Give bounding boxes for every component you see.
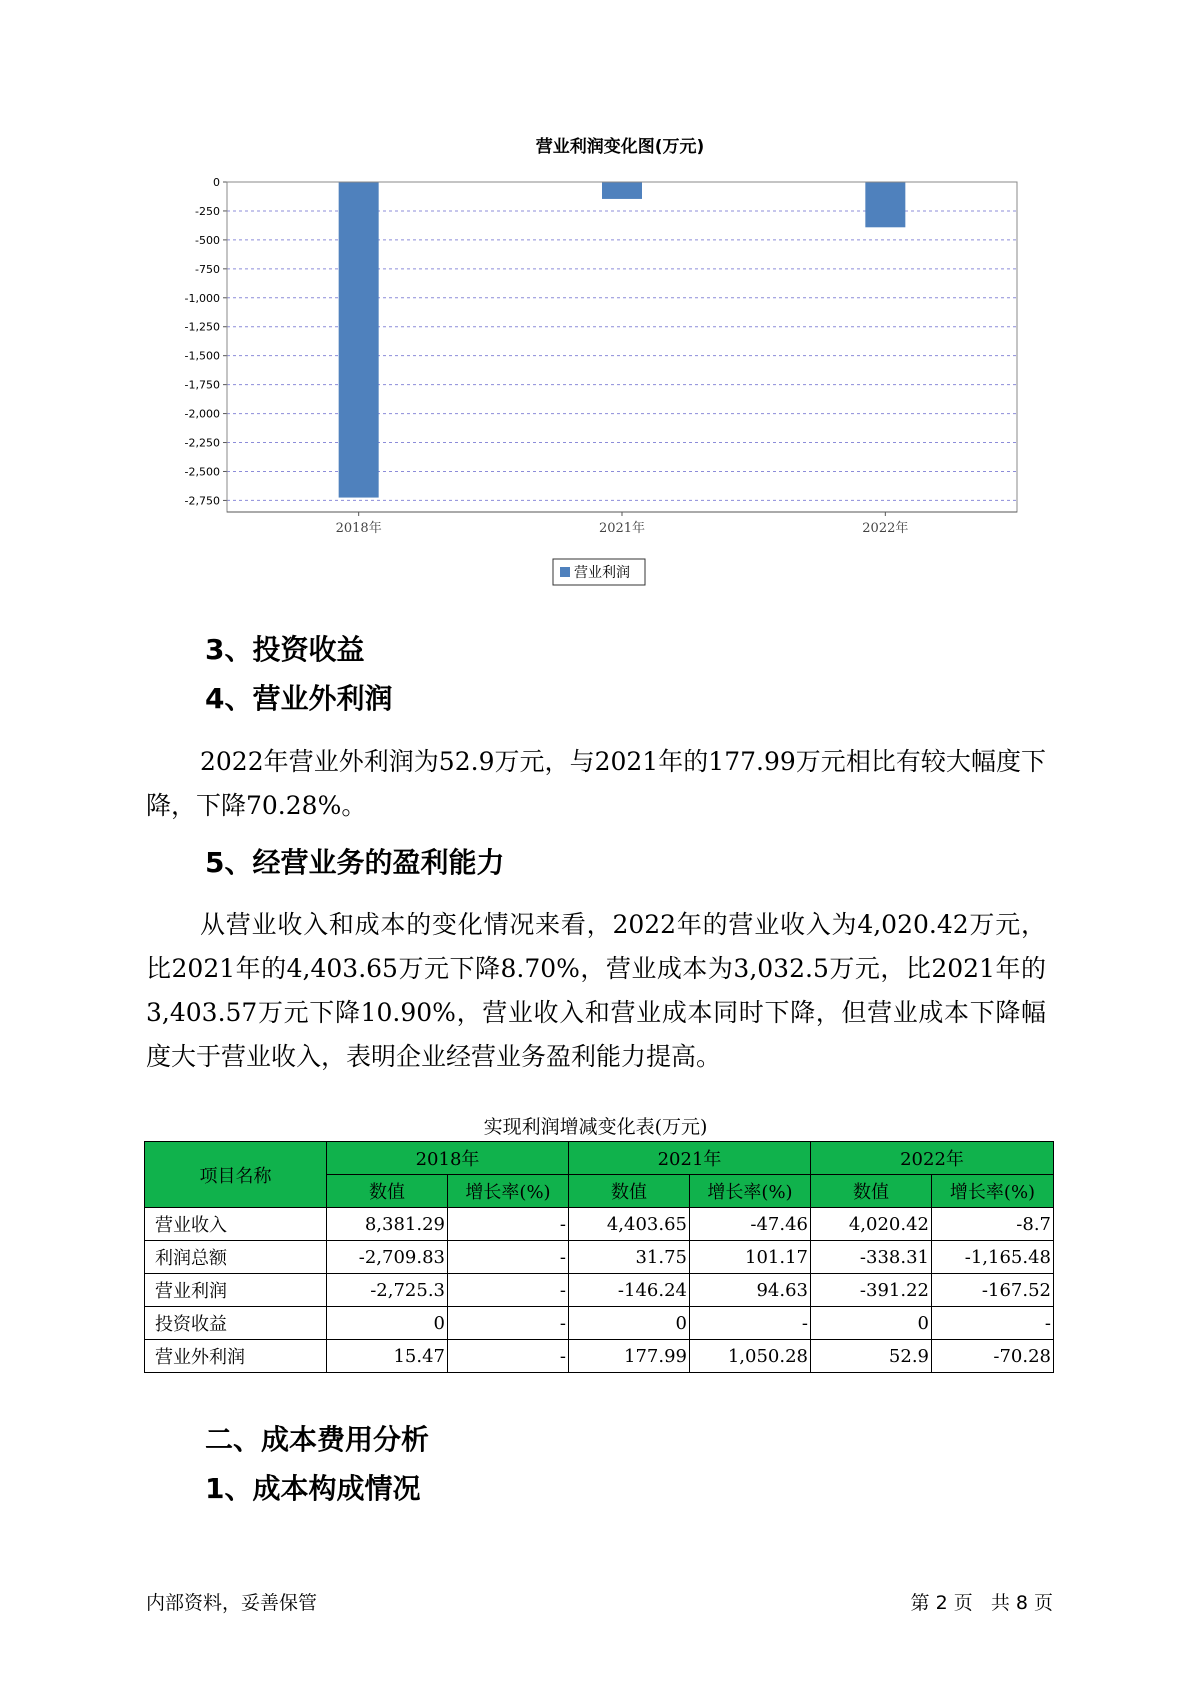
subheader-growth: 增长率(%)	[448, 1175, 569, 1208]
subheader-growth: 增长率(%)	[932, 1175, 1054, 1208]
y-tick-label: 0	[213, 176, 220, 189]
table-cell: -	[448, 1208, 569, 1241]
table-cell: -70.28	[932, 1340, 1054, 1373]
table-cell: -2,725.3	[327, 1274, 448, 1307]
x-tick-label: 2021年	[598, 521, 646, 536]
table-cell: 0	[327, 1307, 448, 1340]
row-label: 利润总额	[145, 1241, 327, 1274]
table-cell: -167.52	[932, 1274, 1054, 1307]
y-tick-label: -1,250	[184, 320, 220, 334]
row-label: 营业收入	[145, 1208, 327, 1241]
table-cell: 4,020.42	[811, 1208, 932, 1241]
row-label: 营业利润	[145, 1274, 327, 1307]
x-tick-label: 2018年	[335, 521, 382, 536]
y-tick-label: -2,500	[184, 465, 220, 479]
chart-title: 营业利润变化图(万元)	[535, 137, 705, 157]
subheader-value: 数值	[811, 1175, 932, 1208]
section-cost-analysis: 二、成本费用分析	[205, 1423, 430, 1456]
section-non-operating-profit: 4、营业外利润	[205, 682, 393, 715]
table-cell: -	[448, 1241, 569, 1274]
table-cell: 0	[569, 1307, 690, 1340]
paragraph-non-operating-profit: 2022年营业外利润为52.9万元，与2021年的177.99万元相比有较大幅度下降，下降70.28%。	[146, 747, 1046, 820]
chart-bars	[339, 182, 906, 498]
y-tick-label: -1,000	[184, 291, 220, 305]
chart-y-axis	[185, 176, 227, 507]
row-label: 营业外利润	[145, 1340, 327, 1373]
x-tick-label: 2022年	[862, 521, 909, 536]
y-tick-label: -2,750	[184, 494, 220, 508]
y-tick-label: -750	[195, 262, 220, 276]
header-item-name: 项目名称	[145, 1142, 327, 1208]
table-cell: 1,050.28	[690, 1340, 811, 1373]
y-tick-label: -2,000	[184, 407, 220, 421]
bar	[339, 182, 379, 498]
table-row	[145, 1274, 1054, 1307]
table-cell: 8,381.29	[327, 1208, 448, 1241]
subheader-growth: 增长率(%)	[690, 1175, 811, 1208]
table-cell: 101.17	[690, 1241, 811, 1274]
table-cell: 52.9	[811, 1340, 932, 1373]
row-label: 投资收益	[145, 1307, 327, 1340]
table-cell: -47.46	[690, 1208, 811, 1241]
operating-profit-chart	[150, 130, 1030, 600]
section-profitability: 5、经营业务的盈利能力	[205, 846, 505, 879]
table-cell: -	[448, 1340, 569, 1373]
table-caption: 实现利润增减变化表(万元)	[483, 1116, 708, 1138]
table-cell: 15.47	[327, 1340, 448, 1373]
chart-legend	[553, 559, 645, 585]
table-cell: 177.99	[569, 1340, 690, 1373]
bar	[602, 182, 642, 199]
table-cell: -	[690, 1307, 811, 1340]
y-tick-label: -1,500	[184, 349, 220, 363]
table-cell: -391.22	[811, 1274, 932, 1307]
footer-confidential-note: 内部资料，妥善保管	[146, 1592, 318, 1614]
footer-page-number: 第 2 页 共 8 页	[910, 1592, 1053, 1614]
table-row	[145, 1307, 1054, 1340]
table-cell: -2,709.83	[327, 1241, 448, 1274]
section-investment-income: 3、投资收益	[205, 633, 365, 666]
table-cell: -1,165.48	[932, 1241, 1054, 1274]
subheader-value: 数值	[569, 1175, 690, 1208]
header-year-2022: 2022年	[811, 1142, 1054, 1175]
table-cell: 4,403.65	[569, 1208, 690, 1241]
section-cost-structure: 1、成本构成情况	[205, 1472, 421, 1505]
table-cell: 94.63	[690, 1274, 811, 1307]
table-row	[145, 1340, 1054, 1373]
table-cell: -	[932, 1307, 1054, 1340]
chart-x-axis	[336, 512, 909, 536]
profit-change-table	[144, 1141, 1054, 1373]
y-tick-label: -1,750	[184, 378, 220, 392]
table-cell: -8.7	[932, 1208, 1054, 1241]
y-tick-label: -2,250	[184, 436, 220, 450]
legend-label: 营业利润	[574, 565, 630, 581]
table-row	[145, 1241, 1054, 1274]
subheader-value: 数值	[327, 1175, 448, 1208]
header-year-2018: 2018年	[327, 1142, 569, 1175]
paragraph-profitability: 从营业收入和成本的变化情况来看，2022年的营业收入为4,020.42万元，比2021年的4,403.65万元下降8.70%，营业成本为3,032.5万元，比2021年的3,403.57万元下降10.90%，营业收入和营业成本同时下降，但营业成本下降幅度大于营业收入，表明企业经营业务盈利能力提高。	[146, 910, 1046, 1071]
table-cell: -	[448, 1307, 569, 1340]
bar	[865, 182, 905, 227]
header-year-2021: 2021年	[569, 1142, 811, 1175]
y-tick-label: -500	[195, 233, 220, 247]
table-cell: -146.24	[569, 1274, 690, 1307]
table-row	[145, 1208, 1054, 1241]
y-tick-label: -250	[195, 204, 220, 218]
table-cell: 0	[811, 1307, 932, 1340]
legend-swatch	[560, 567, 570, 577]
table-cell: -	[448, 1274, 569, 1307]
table-cell: -338.31	[811, 1241, 932, 1274]
table-cell: 31.75	[569, 1241, 690, 1274]
